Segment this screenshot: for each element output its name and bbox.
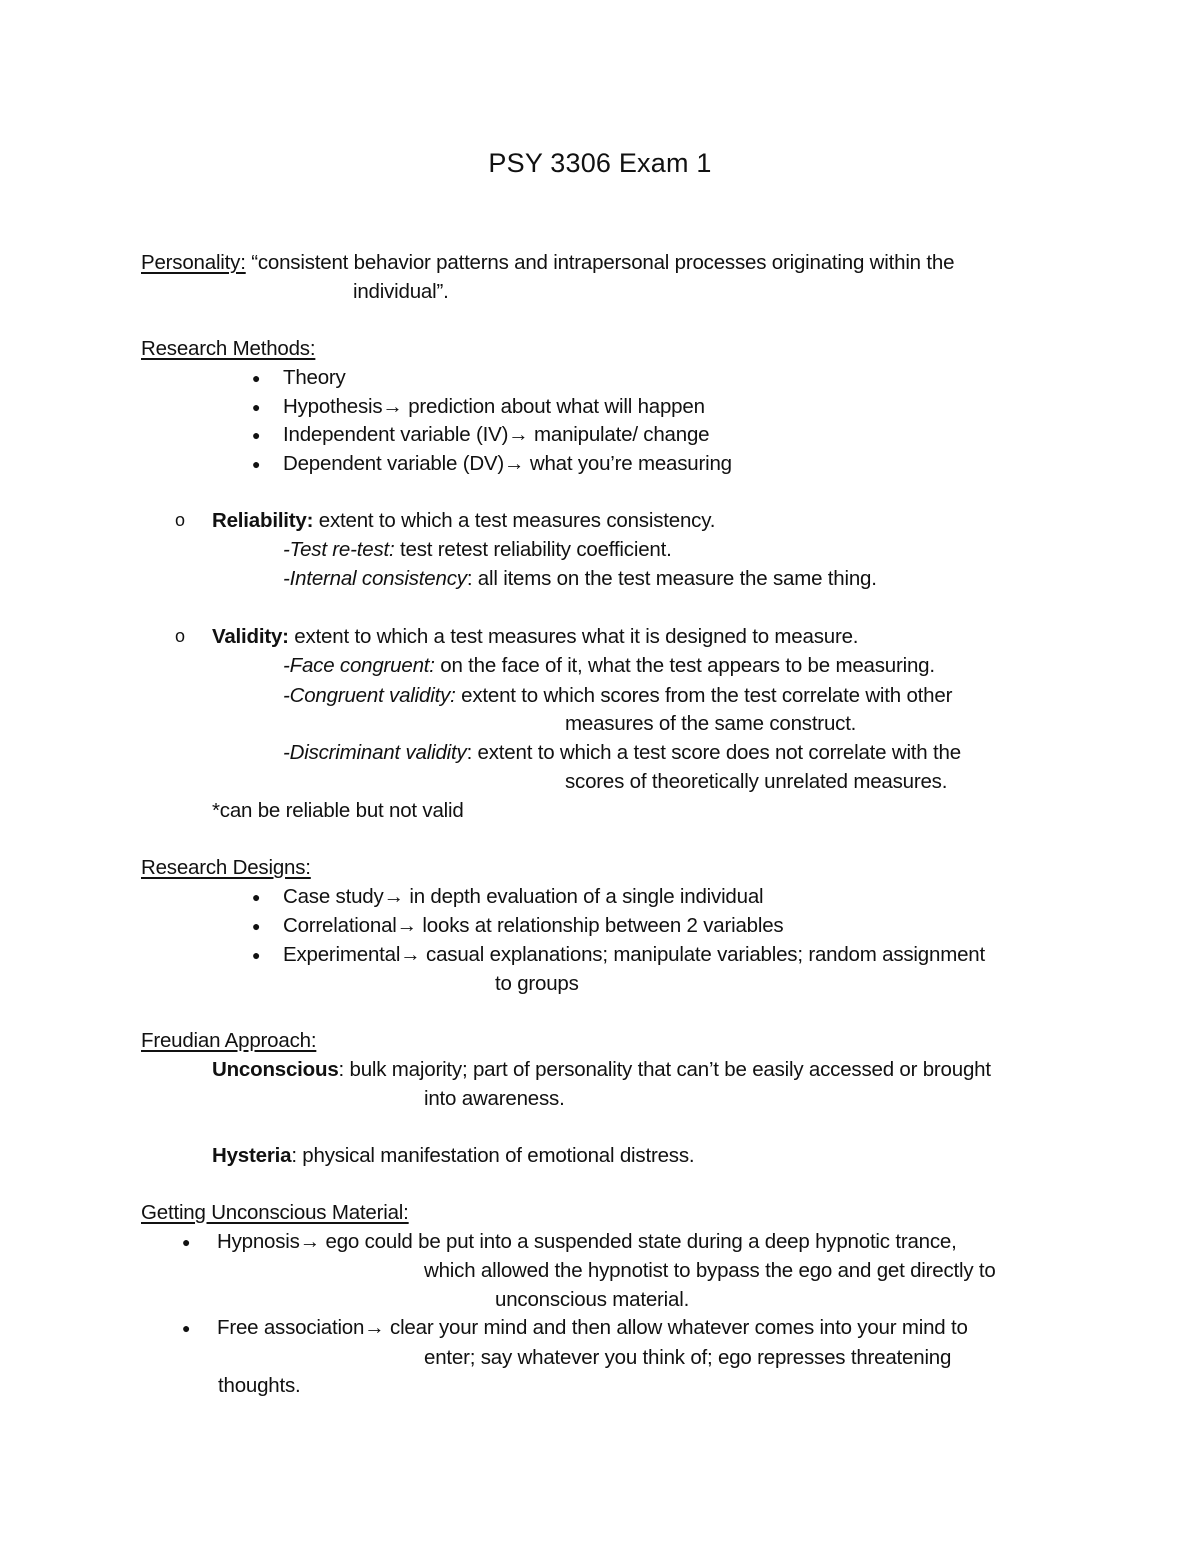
personality-definition-cont: individual”. xyxy=(353,280,449,303)
hysteria-term: Hysteria xyxy=(212,1144,292,1167)
bullet-icon: ● xyxy=(252,427,261,443)
sub-definition: : extent to which a test score does not correlate with the xyxy=(466,741,961,764)
unconscious-material-heading: Getting Unconscious Material: xyxy=(141,1201,409,1224)
validity-sub-item xyxy=(283,682,952,710)
bullet-icon: ● xyxy=(182,1320,191,1336)
validity-sub-item xyxy=(283,739,961,767)
reliability-term: Reliability: xyxy=(212,509,314,532)
validity-line xyxy=(212,623,858,651)
sub-definition: extent to which scores from the test correlate with other xyxy=(455,684,953,707)
bullet-icon: ● xyxy=(252,918,261,934)
list-item xyxy=(283,883,763,911)
list-item-cont: to groups xyxy=(495,972,579,995)
item-definition: in depth evaluation of a single individual xyxy=(403,885,764,908)
item-definition: manipulate/ change xyxy=(528,423,710,446)
item-definition: what you’re measuring xyxy=(524,452,732,475)
sub-term: -Face congruent: xyxy=(283,654,435,677)
validity-note: *can be reliable but not valid xyxy=(212,799,464,822)
list-item-cont: thoughts. xyxy=(218,1374,301,1397)
arrow-right-icon: → xyxy=(400,943,421,966)
item-term: Case study xyxy=(283,885,384,908)
page-title: PSY 3306 Exam 1 xyxy=(488,148,712,178)
personality-definition: “consistent behavior patterns and intrapersonal processes originating within the xyxy=(245,251,955,274)
research-methods-heading: Research Methods: xyxy=(141,337,316,360)
bullet-icon: ● xyxy=(252,370,261,386)
item-definition: clear your mind and then allow whatever comes into your mind to xyxy=(384,1316,968,1339)
sub-term: -Congruent validity: xyxy=(283,684,456,707)
sub-definition: on the face of it, what the test appears to be measuring. xyxy=(434,654,935,677)
reliability-sub-item xyxy=(283,536,672,564)
item-term: Hypothesis xyxy=(283,395,383,418)
bullet-icon: ● xyxy=(182,1234,191,1250)
validity-term: Validity: xyxy=(212,625,289,648)
item-definition: casual explanations; manipulate variables; random assignment xyxy=(420,943,985,966)
unconscious-term: Unconscious xyxy=(212,1058,339,1081)
arrow-right-icon: → xyxy=(364,1316,385,1339)
arrow-right-icon: → xyxy=(396,914,417,937)
list-item xyxy=(283,364,346,392)
list-item xyxy=(283,912,783,940)
bullet-icon: ● xyxy=(252,947,261,963)
list-item xyxy=(283,450,732,478)
arrow-right-icon: → xyxy=(504,452,525,475)
item-term: Theory xyxy=(283,366,346,389)
arrow-right-icon: → xyxy=(383,885,404,908)
sub-definition: : all items on the test measure the same thing. xyxy=(466,567,877,590)
list-item xyxy=(283,393,705,421)
item-term: Correlational xyxy=(283,914,397,937)
hysteria-definition: : physical manifestation of emotional distress. xyxy=(291,1144,695,1167)
unconscious-line xyxy=(212,1056,991,1084)
list-item-cont: which allowed the hypnotist to bypass the ego and get directly to xyxy=(424,1259,996,1282)
circle-bullet-icon: o xyxy=(175,510,186,530)
sub-definition: test retest reliability coefficient. xyxy=(394,538,672,561)
bullet-icon: ● xyxy=(252,889,261,905)
validity-definition: extent to which a test measures what it is designed to measure. xyxy=(288,625,859,648)
sub-term: -Test re-test: xyxy=(283,538,395,561)
arrow-right-icon: → xyxy=(382,395,403,418)
research-designs-heading: Research Designs: xyxy=(141,856,311,879)
list-item xyxy=(217,1314,968,1342)
item-term: Hypnosis xyxy=(217,1230,300,1253)
item-definition: ego could be put into a suspended state during a deep hypnotic trance, xyxy=(320,1230,957,1253)
arrow-right-icon: → xyxy=(299,1230,321,1253)
validity-sub-item-cont: measures of the same construct. xyxy=(565,712,857,735)
item-term: Dependent variable (DV) xyxy=(283,452,505,475)
circle-bullet-icon: o xyxy=(175,626,186,646)
list-item xyxy=(217,1228,957,1256)
list-item-cont: enter; say whatever you think of; ego represses threatening xyxy=(424,1346,952,1369)
reliability-definition: extent to which a test measures consistency. xyxy=(313,509,716,532)
bullet-icon: ● xyxy=(252,399,261,415)
list-item xyxy=(283,421,709,449)
personality-line xyxy=(141,249,954,277)
list-item xyxy=(283,941,985,969)
item-term: Independent variable (IV) xyxy=(283,423,509,446)
list-item-cont: unconscious material. xyxy=(495,1288,690,1311)
validity-sub-item xyxy=(283,652,935,680)
validity-sub-item-cont: scores of theoretically unrelated measures. xyxy=(565,770,948,793)
unconscious-definition-cont: into awareness. xyxy=(424,1087,565,1110)
hysteria-line xyxy=(212,1142,694,1170)
reliability-sub-item xyxy=(283,565,877,593)
personality-heading: Personality: xyxy=(141,251,246,274)
sub-term: -Discriminant validity xyxy=(283,741,467,764)
freudian-heading: Freudian Approach: xyxy=(141,1029,317,1052)
item-term: Free association xyxy=(217,1316,365,1339)
item-definition: prediction about what will happen xyxy=(402,395,705,418)
item-definition: looks at relationship between 2 variables xyxy=(416,914,784,937)
arrow-right-icon: → xyxy=(508,423,529,446)
item-term: Experimental xyxy=(283,943,401,966)
unconscious-definition: : bulk majority; part of personality that can’t be easily accessed or brought xyxy=(338,1058,991,1081)
reliability-line xyxy=(212,507,715,535)
bullet-icon: ● xyxy=(252,456,261,472)
sub-term: -Internal consistency xyxy=(283,567,467,590)
